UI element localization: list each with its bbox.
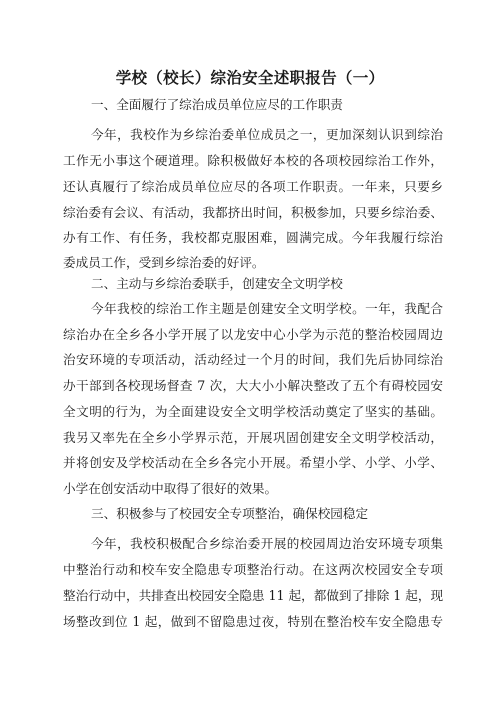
paragraph-line: 综治办在全乡各小学开展了以龙安中心小学为示范的整治校园周边 [63,327,443,342]
paragraph-line: 今年我校的综治工作主题是创建安全文明学校。一年，我配合 [91,301,443,316]
paragraph-line: 工作无小事这个硬道理。除积极做好本校的各项校园综治工作外， [63,153,443,168]
paragraph-line: 今年，我校作为乡综治委单位成员之一，更加深刻认识到综治 [91,127,443,142]
paragraph-line: 还认真履行了综治成员单位应尽的各项工作职责。一年来，只要乡 [63,179,443,194]
section-heading-1: 一、全面履行了综治成员单位应尽的工作职责 [91,97,343,112]
paragraph-line: 场整改到位 1 起，做到不留隐患过夜，特别在整治校车安全隐患专 [63,614,443,629]
paragraph-line: 整治行动中，共排查出校园安全隐患 11 起，都做到了排除 1 起，现 [63,588,443,603]
paragraph-line: 办有工作、有任务，我校都克服困难，圆满完成。今年我履行综治 [63,230,443,245]
paragraph-line: 并将创安及学校活动在全乡各完小开展。希望小学、小学、小学、 [63,455,443,470]
document-title: 学校（校长）综治安全述职报告（一） [115,69,385,87]
paragraph-line: 我另又率先在全乡小学界示范，开展巩固创建安全文明学校活动， [63,430,443,445]
section-heading-2: 二、主动与乡综治委联手，创建安全文明学校 [91,276,343,291]
paragraph-line: 委成员工作，受到乡综治委的好评。 [63,255,265,270]
paragraph-line: 今年，我校积极配合乡综治委开展的校园周边治安环境专项集 [91,536,443,551]
paragraph-line: 综治委有会议、有活动，我都挤出时间，积极参加，只要乡综治委、 [63,205,443,220]
paragraph-line: 小学在创安活动中取得了很好的效果。 [63,481,278,496]
paragraph-line: 中整治行动和校车安全隐患专项整治行动。在这两次校园安全专项 [63,562,443,577]
paragraph-line: 办干部到各校现场督查 7 次，大大小小解决整改了五个有碍校园安 [63,378,443,393]
paragraph-line: 治安环境的专项活动，活动经过一个月的时间，我们先后协同综治 [63,352,443,367]
section-heading-3: 三、积极参与了校园安全专项整治，确保校园稳定 [91,506,369,521]
paragraph-line: 全文明的行为，为全面建设安全文明学校活动奠定了坚实的基础。 [63,404,443,419]
